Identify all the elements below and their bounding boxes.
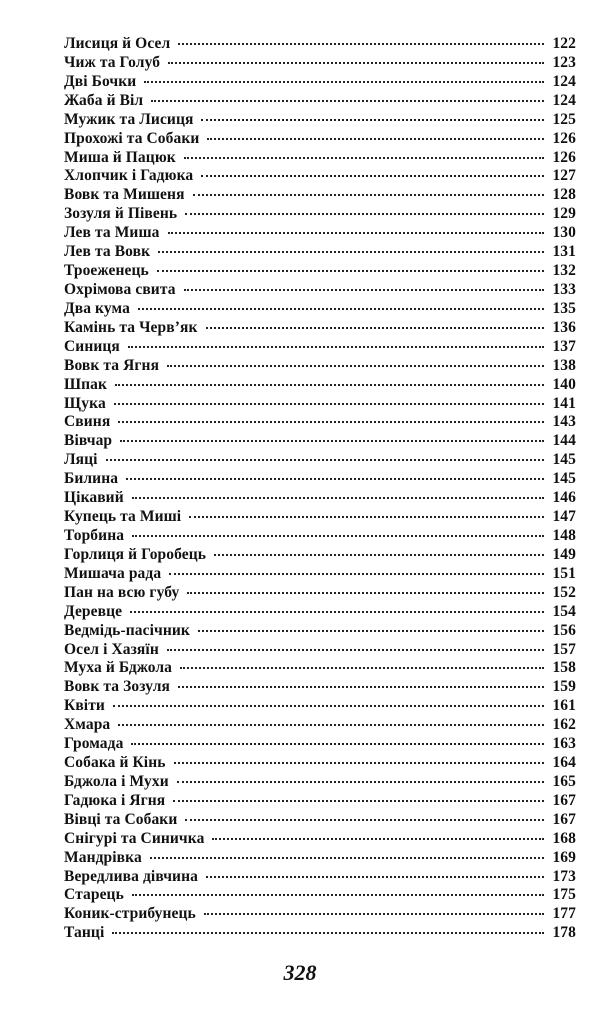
toc-dot-leader	[214, 554, 544, 556]
toc-dot-leader	[198, 630, 544, 632]
toc-entry	[64, 773, 576, 792]
toc-dot-leader	[106, 459, 544, 461]
toc-entry-title: Вівчар	[64, 432, 113, 450]
toc-entry-page: 164	[552, 754, 576, 772]
toc-entry-title: Миша й Пацюк	[64, 148, 176, 166]
toc-entry-page: 129	[552, 205, 576, 223]
toc-entry-page: 146	[552, 489, 576, 507]
toc-entry-page: 125	[552, 110, 576, 128]
toc-dot-leader	[169, 573, 544, 575]
table-of-contents	[64, 35, 576, 943]
toc-entry-page: 168	[552, 829, 576, 847]
toc-entry	[64, 697, 576, 716]
toc-entry	[64, 489, 576, 508]
page-number: 328	[283, 960, 317, 985]
toc-entry	[64, 35, 576, 54]
toc-entry	[64, 130, 576, 149]
toc-entry-page: 158	[552, 659, 576, 677]
toc-entry-page: 162	[552, 716, 576, 734]
toc-dot-leader	[151, 100, 544, 102]
toc-entry-page: 127	[552, 167, 576, 185]
toc-entry	[64, 167, 576, 186]
toc-dot-leader	[204, 913, 544, 915]
toc-entry-page: 148	[552, 526, 576, 544]
toc-entry-title: Осел і Хазяїн	[64, 640, 159, 658]
toc-dot-leader	[114, 403, 544, 405]
toc-entry	[64, 338, 576, 357]
toc-entry-page: 123	[552, 53, 576, 71]
toc-entry-page: 143	[552, 413, 576, 431]
toc-entry-page: 165	[552, 772, 576, 790]
toc-dot-leader	[115, 384, 544, 386]
toc-entry-title: Муха й Бджола	[64, 659, 172, 677]
toc-dot-leader	[144, 81, 544, 83]
toc-entry-title: Пан на всю губу	[64, 583, 180, 601]
toc-entry-title: Мишача рада	[64, 564, 162, 582]
toc-entry-page: 128	[552, 186, 576, 204]
toc-entry-page: 126	[552, 129, 576, 147]
toc-entry-title: Зозуля й Півень	[64, 205, 178, 223]
toc-entry-title: Коник-стрибунець	[64, 905, 196, 923]
toc-entry	[64, 186, 576, 205]
toc-entry-page: 145	[552, 451, 576, 469]
toc-dot-leader	[138, 308, 544, 310]
toc-entry-page: 136	[552, 318, 576, 336]
toc-entry	[64, 319, 576, 338]
toc-entry-page: 141	[552, 394, 576, 412]
toc-dot-leader	[174, 762, 544, 764]
toc-entry-title: Шпак	[64, 375, 108, 393]
toc-entry	[64, 754, 576, 773]
toc-entry-title: Хлопчик і Гадюка	[64, 167, 194, 185]
toc-entry-title: Торбина	[64, 526, 125, 544]
toc-entry-title: Гадюка і Ягня	[64, 791, 166, 809]
toc-dot-leader	[118, 724, 544, 726]
toc-entry	[64, 716, 576, 735]
toc-dot-leader	[128, 346, 544, 348]
toc-dot-leader	[185, 819, 544, 821]
toc-entry	[64, 868, 576, 887]
toc-entry-title: Снігурі та Синичка	[64, 829, 205, 847]
toc-entry-page: 178	[552, 924, 576, 942]
toc-entry-page: 152	[552, 583, 576, 601]
toc-entry-title: Охрімова свита	[64, 280, 176, 298]
toc-entry	[64, 924, 576, 943]
toc-entry	[64, 849, 576, 868]
toc-entry-page: 169	[552, 848, 576, 866]
toc-entry	[64, 584, 576, 603]
toc-dot-leader	[113, 705, 544, 707]
toc-entry-page: 156	[552, 621, 576, 639]
toc-entry	[64, 262, 576, 281]
toc-dot-leader	[173, 800, 544, 802]
toc-entry	[64, 659, 576, 678]
toc-dot-leader	[184, 157, 544, 159]
toc-entry	[64, 886, 576, 905]
toc-entry-title: Собака й Кінь	[64, 754, 166, 772]
toc-dot-leader	[189, 516, 544, 518]
toc-entry-title: Вередлива дівчина	[64, 867, 198, 885]
toc-entry-title: Ведмідь-пасічник	[64, 621, 190, 639]
toc-entry	[64, 357, 576, 376]
toc-dot-leader	[180, 667, 544, 669]
toc-entry	[64, 792, 576, 811]
toc-dot-leader	[206, 327, 544, 329]
toc-entry-page: 173	[552, 867, 576, 885]
toc-entry	[64, 205, 576, 224]
toc-entry-page: 144	[552, 432, 576, 450]
toc-entry-page: 147	[552, 508, 576, 526]
toc-entry-title: Цікавий	[64, 489, 124, 507]
toc-entry-title: Вовк та Зозуля	[64, 678, 170, 696]
toc-entry-title: Танці	[64, 924, 105, 942]
toc-entry-page: 175	[552, 886, 576, 904]
toc-entry	[64, 413, 576, 432]
toc-entry	[64, 395, 576, 414]
toc-dot-leader	[184, 289, 544, 291]
toc-entry-page: 131	[552, 243, 576, 261]
toc-entry-page: 124	[552, 72, 576, 90]
toc-dot-leader	[168, 62, 544, 64]
toc-entry-title: Громада	[64, 735, 124, 753]
toc-entry-page: 130	[552, 224, 576, 242]
toc-dot-leader	[132, 535, 544, 537]
toc-entry-title: Деревце	[64, 602, 123, 620]
toc-entry-page: 167	[552, 791, 576, 809]
toc-entry	[64, 111, 576, 130]
toc-entry	[64, 830, 576, 849]
toc-entry-title: Хмара	[64, 716, 111, 734]
toc-dot-leader	[112, 932, 544, 934]
toc-entry-page: 151	[552, 564, 576, 582]
toc-entry	[64, 470, 576, 489]
toc-entry-title: Щука	[64, 394, 106, 412]
toc-dot-leader	[201, 175, 544, 177]
toc-entry	[64, 735, 576, 754]
toc-entry-title: Троеженець	[64, 262, 149, 280]
toc-entry	[64, 508, 576, 527]
toc-entry-title: Дві Бочки	[64, 72, 137, 90]
toc-entry-title: Билина	[64, 470, 119, 488]
toc-dot-leader	[178, 686, 544, 688]
toc-entry-title: Вівці та Собаки	[64, 810, 178, 828]
toc-dot-leader	[157, 270, 544, 272]
toc-entry	[64, 641, 576, 660]
toc-entry-page: 177	[552, 905, 576, 923]
toc-entry-title: Чиж та Голуб	[64, 53, 161, 71]
toc-entry-page: 159	[552, 678, 576, 696]
toc-dot-leader	[168, 232, 545, 234]
toc-entry-title: Жаба й Віл	[64, 91, 144, 109]
toc-entry-page: 133	[552, 280, 576, 298]
toc-entry-title: Синиця	[64, 337, 120, 355]
toc-dot-leader	[167, 649, 544, 651]
toc-dot-leader	[177, 781, 544, 783]
toc-entry-page: 163	[552, 735, 576, 753]
toc-entry-title: Горлиця й Горобець	[64, 545, 207, 563]
toc-entry	[64, 622, 576, 641]
toc-entry-title: Купець та Миші	[64, 508, 182, 526]
toc-entry-title: Вовк та Мишеня	[64, 186, 185, 204]
toc-entry-page: 122	[552, 35, 576, 52]
toc-entry	[64, 149, 576, 168]
toc-dot-leader	[206, 876, 544, 878]
toc-dot-leader	[158, 251, 544, 253]
toc-dot-leader	[193, 194, 544, 196]
toc-entry	[64, 905, 576, 924]
toc-entry-page: 154	[552, 602, 576, 620]
toc-dot-leader	[131, 743, 544, 745]
toc-entry-page: 167	[552, 810, 576, 828]
toc-dot-leader	[185, 213, 544, 215]
toc-entry	[64, 243, 576, 262]
toc-dot-leader	[167, 365, 544, 367]
toc-entry-title: Лев та Миша	[64, 224, 160, 242]
toc-entry-page: 161	[552, 697, 576, 715]
toc-entry-title: Свиня	[64, 413, 111, 431]
toc-entry-page: 135	[552, 299, 576, 317]
toc-entry-title: Старець	[64, 886, 124, 904]
toc-dot-leader	[126, 478, 544, 480]
toc-entry-page: 132	[552, 262, 576, 280]
toc-entry-page: 145	[552, 470, 576, 488]
toc-dot-leader	[212, 838, 544, 840]
toc-entry	[64, 224, 576, 243]
toc-entry	[64, 73, 576, 92]
toc-dot-leader	[130, 611, 544, 613]
toc-entry-page: 149	[552, 545, 576, 563]
toc-entry-page: 157	[552, 640, 576, 658]
toc-entry	[64, 811, 576, 830]
toc-entry-title: Камінь та Черв’як	[64, 318, 198, 336]
toc-entry	[64, 546, 576, 565]
toc-entry-page: 124	[552, 91, 576, 109]
toc-entry-title: Лев та Вовк	[64, 243, 151, 261]
toc-dot-leader	[118, 421, 544, 423]
toc-entry-title: Два кума	[64, 299, 130, 317]
toc-entry	[64, 603, 576, 622]
toc-entry	[64, 565, 576, 584]
toc-dot-leader	[150, 857, 544, 859]
toc-dot-leader	[178, 43, 544, 45]
toc-entry	[64, 54, 576, 73]
toc-dot-leader	[201, 119, 544, 121]
toc-entry-title: Ляці	[64, 451, 98, 469]
toc-entry	[64, 527, 576, 546]
toc-entry	[64, 451, 576, 470]
toc-dot-leader	[132, 497, 544, 499]
toc-entry	[64, 300, 576, 319]
toc-dot-leader	[120, 440, 544, 442]
toc-entry-title: Мужик та Лисиця	[64, 110, 194, 128]
toc-entry-title: Вовк та Ягня	[64, 356, 160, 374]
toc-entry-page: 137	[552, 337, 576, 355]
toc-entry-page: 140	[552, 375, 576, 393]
toc-entry-title: Мандрівка	[64, 848, 142, 866]
toc-entry-title: Квіти	[64, 697, 105, 715]
toc-entry	[64, 432, 576, 451]
toc-entry	[64, 281, 576, 300]
toc-entry-title: Лисиця й Осел	[64, 35, 171, 52]
toc-entry-page: 126	[552, 148, 576, 166]
toc-entry	[64, 678, 576, 697]
toc-dot-leader	[132, 894, 544, 896]
toc-dot-leader	[187, 592, 544, 594]
toc-entry-title: Бджола і Мухи	[64, 772, 169, 790]
toc-entry-page: 138	[552, 356, 576, 374]
toc-entry	[64, 376, 576, 395]
toc-entry-title: Прохожі та Собаки	[64, 129, 200, 147]
toc-entry	[64, 92, 576, 111]
toc-dot-leader	[207, 138, 544, 140]
